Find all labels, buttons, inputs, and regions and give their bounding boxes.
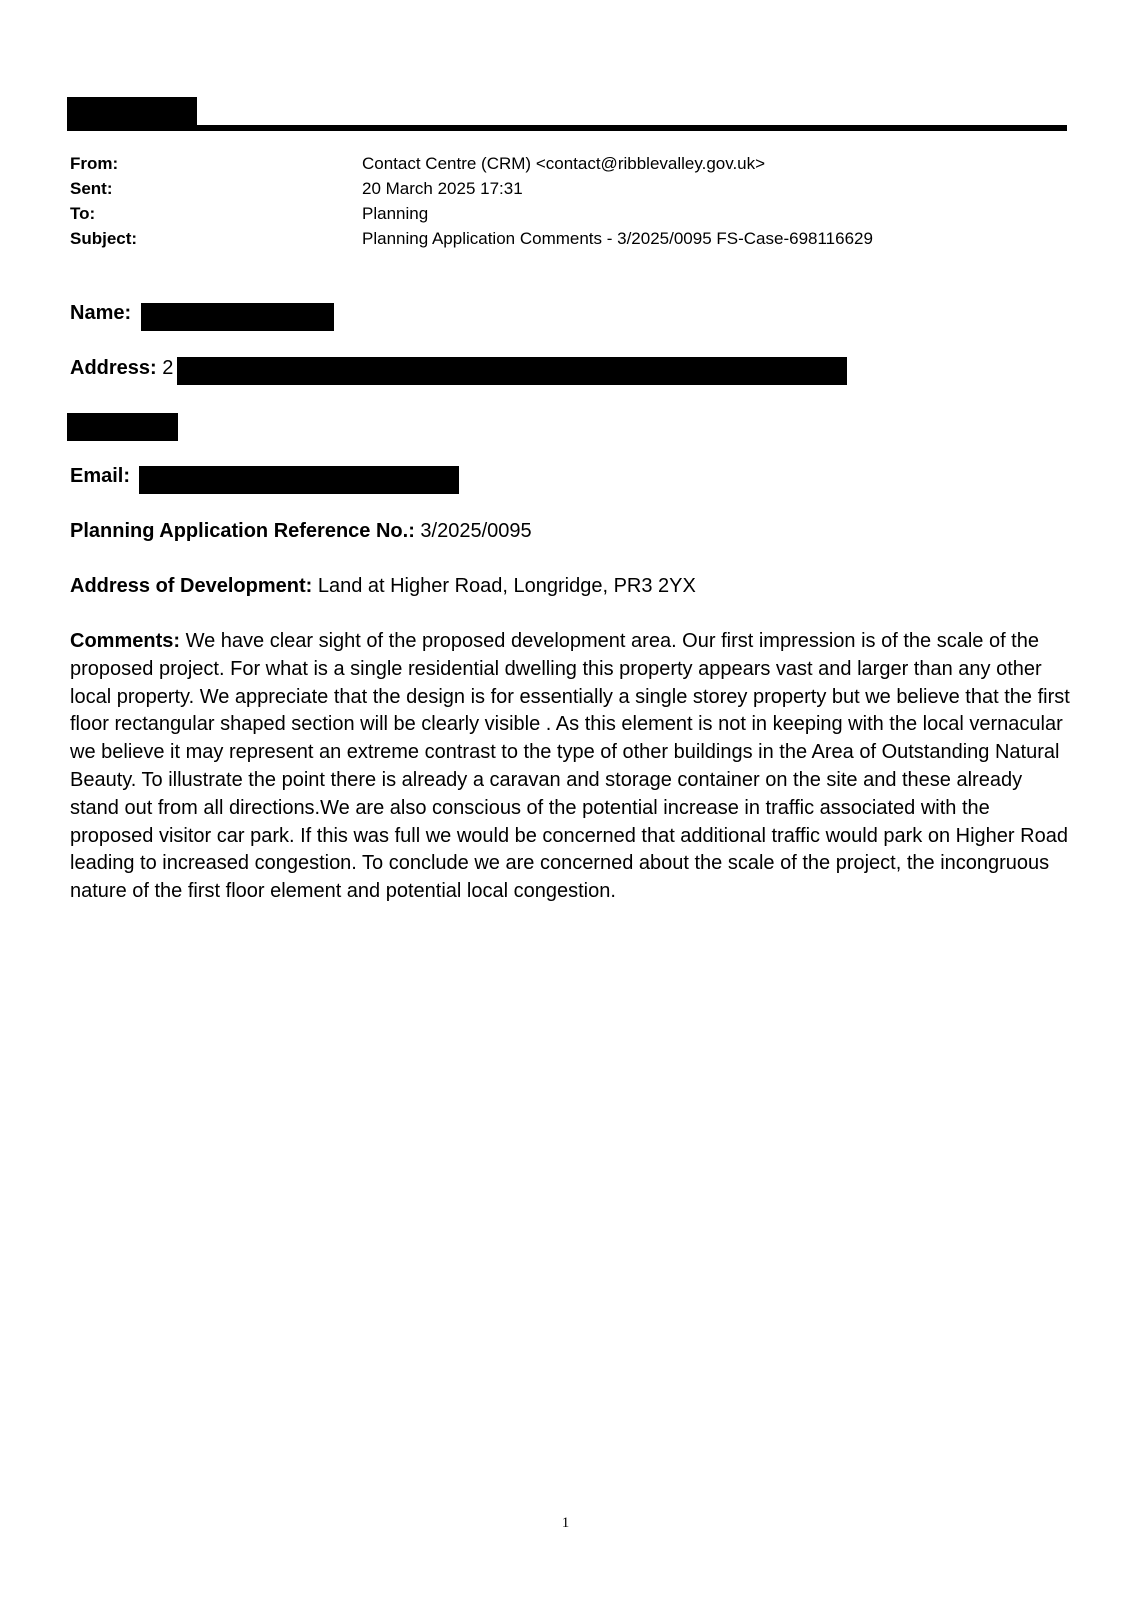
development-address-value: Land at Higher Road, Longridge, PR3 2YX [317, 575, 696, 597]
comments-label: Comments: [70, 630, 181, 652]
page-number: 1 [561, 1515, 570, 1531]
subject-label: Subject: [70, 229, 138, 248]
reference-value: 3/2025/0095 [420, 520, 532, 542]
to-value: Planning [362, 204, 429, 223]
redacted-address [177, 357, 847, 385]
address-label: Address: [70, 357, 157, 379]
address-visible-prefix: 2 [162, 357, 174, 379]
redacted-sender-name [67, 97, 197, 127]
from-label: From: [70, 154, 119, 173]
reference-field [70, 520, 532, 543]
development-address-field [70, 575, 696, 598]
to-label: To: [70, 204, 96, 223]
development-address-label: Address of Development: [70, 575, 313, 597]
name-label: Name: [70, 302, 132, 324]
sent-value: 20 March 2025 17:31 [362, 179, 523, 198]
subject-value: Planning Application Comments - 3/2025/0095 FS-Case-698116629 [362, 229, 873, 248]
header-rule [67, 125, 1067, 131]
from-value: Contact Centre (CRM) <contact@ribblevalley.gov.uk> [362, 154, 766, 173]
email-field [70, 465, 130, 488]
redacted-email [139, 466, 459, 494]
email-label: Email: [70, 465, 131, 487]
address-field [70, 357, 173, 380]
redacted-address-line-2 [67, 413, 178, 441]
name-field [70, 302, 131, 325]
sent-label: Sent: [70, 179, 113, 198]
comments-paragraph [70, 628, 1070, 906]
comments-text: We have clear sight of the proposed development area. Our first impression is of the scale of the proposed project. For what is a single residential dwelling this property appears vast and larger than any other local property. We appreciate that the design is for essentially a single storey property but we believe that the first floor rectangular shaped section will be clearly visible . As this element is not in keeping with the local vernacular we believe it may represent an extreme contrast to the type of other buildings in the Area of Outstanding Natural Beauty. To illustrate the point there is already a caravan and storage container on the site and these already stand out from all directions.We are also conscious of the potential increase in traffic associated with the proposed visitor car park. If this was full we would be concerned that additional traffic would park on Higher Road leading to increased congestion. To conclude we are concerned about the scale of the project, the incongruous nature of the first floor element and potential local congestion. [70, 630, 1070, 903]
reference-label: Planning Application Reference No.: [70, 520, 415, 542]
redacted-name [141, 303, 334, 331]
